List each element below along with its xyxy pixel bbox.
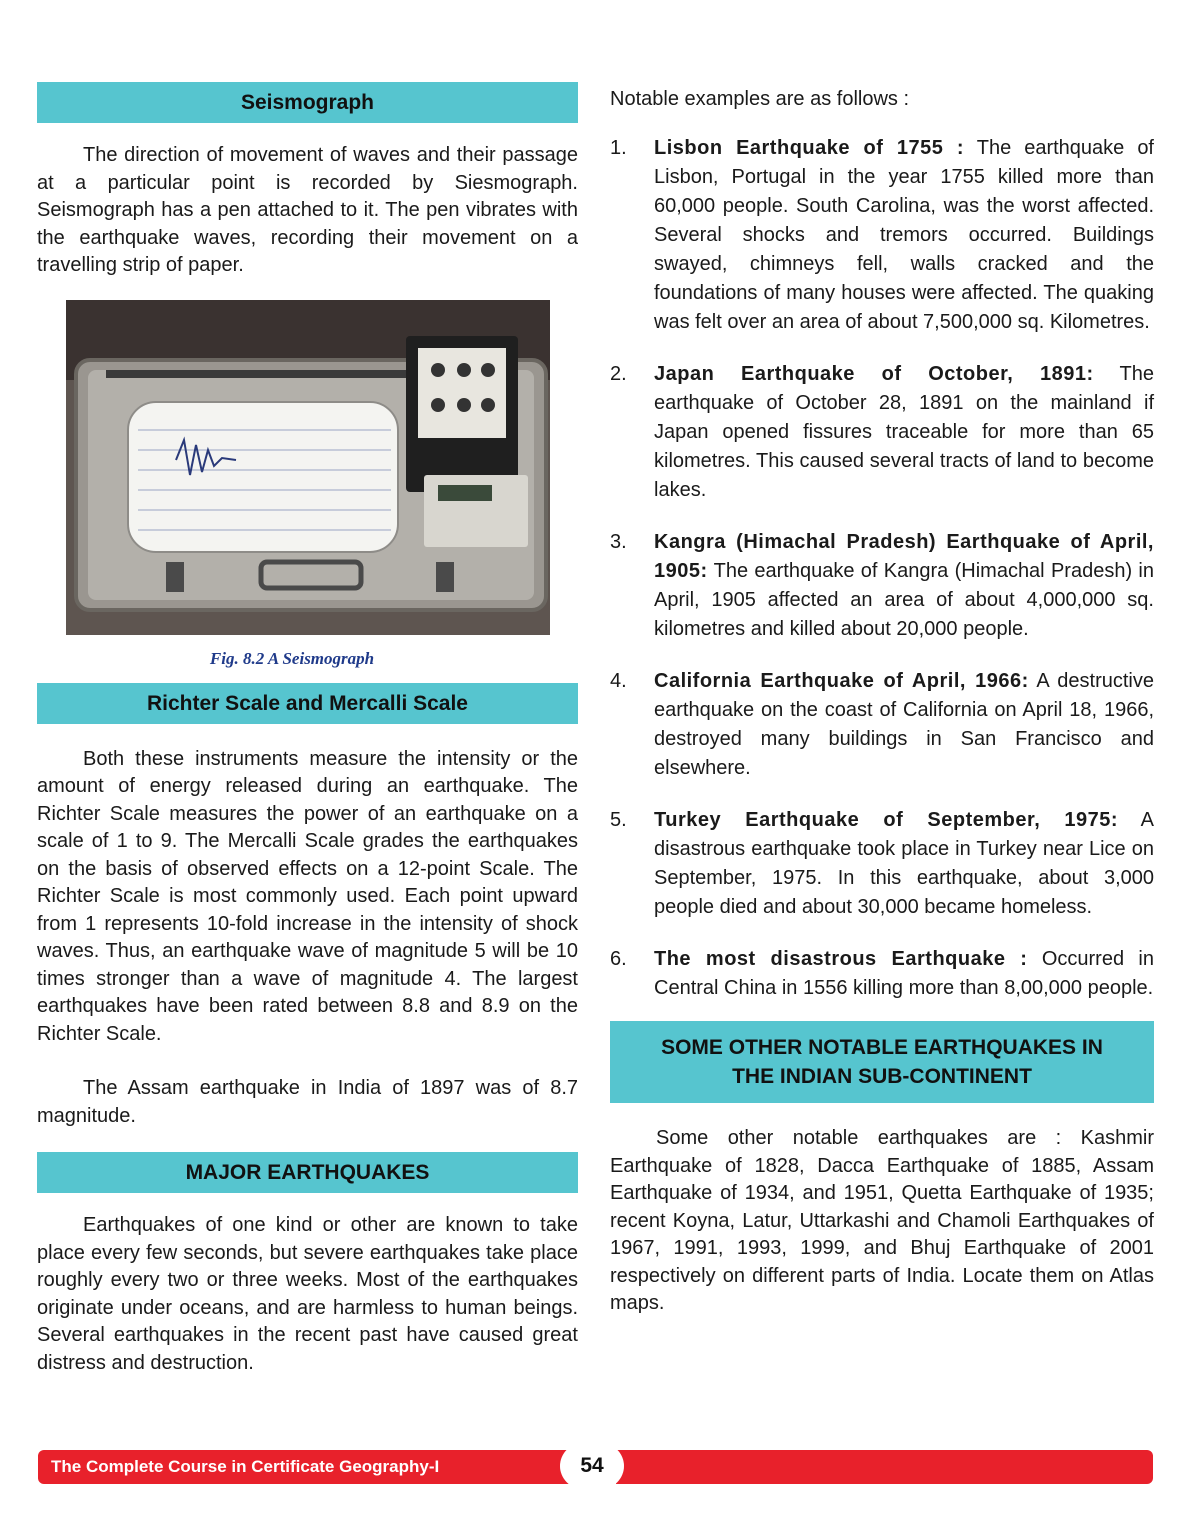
example-title: California Earthquake of April, 1966:	[654, 670, 1029, 692]
section-heading-other: SOME OTHER NOTABLE EARTHQUAKES IN THE INDIAN SUB-CONTINENT	[610, 1021, 1154, 1103]
example-title: The most disastrous Earthquake :	[654, 948, 1028, 970]
example-number: 3.	[610, 531, 627, 553]
example-item	[610, 667, 1154, 783]
example-text: Occurred in Central China in 1556 killing more than 8,00,000 people.	[654, 948, 1154, 999]
section-heading-major: MAJOR EARTHQUAKES	[37, 1152, 578, 1193]
footer-book-title: The Complete Course in Certificate Geography-I	[38, 1450, 577, 1484]
major-paragraph: Earthquakes of one kind or other are known to take place every few seconds, but severe earthquakes take place roughly every two or three weeks. Most of the earthquakes originate under oceans, and are harmless to human beings. Several earthquakes in the recent past have caused great distress and destruction.	[37, 1214, 578, 1374]
seismograph-illustration	[66, 300, 550, 635]
example-number: 4.	[610, 670, 627, 692]
example-text: The earthquake of Kangra (Himachal Pradesh) in April, 1905 affected an area of about 4,000,000 sq. kilometres and killed about 20,000 people.	[654, 560, 1154, 640]
example-title: Japan Earthquake of October, 1891:	[654, 363, 1094, 385]
example-item	[610, 528, 1154, 644]
section-heading-seismograph: Seismograph	[37, 82, 578, 123]
seismograph-photo	[66, 300, 550, 635]
page-footer	[38, 1450, 1153, 1484]
example-number: 5.	[610, 809, 627, 831]
example-text: The earthquake of October 28, 1891 on the mainland if Japan opened fissures traceable for more than 65 kilometres. This caused several tracts of land to become lakes.	[654, 363, 1154, 501]
example-text: The earthquake of Lisbon, Portugal in the year 1755 killed more than 60,000 people. South Carolina, was the worst affected. Several shocks and tremors occurred. Buildings swayed, chimneys fell, walls cracked and the foundations of many houses were affected. The quaking was felt over an area of about 7,500,000 sq. Kilometres.	[654, 137, 1154, 333]
left-column	[37, 82, 578, 1377]
example-item	[610, 134, 1154, 337]
other-paragraph: Some other notable earthquakes are : Kashmir Earthquake of 1828, Dacca Earthquake of 1885, Assam Earthquake of 1934, and 1951, Quetta Earthquake of 1935; recent Koyna, Latur, Uttarkashi and Chamoli Earthquakes of 1967, 1991, 1993, 1999, and Bhuj Earthquake of 2001 respectively on different parts of India. Locate them on Atlas maps.	[610, 1127, 1154, 1314]
example-item	[610, 806, 1154, 922]
example-item	[610, 945, 1154, 1003]
example-item	[610, 360, 1154, 505]
figure	[37, 300, 578, 669]
example-title: Kangra (Himachal Pradesh) Earthquake of April, 1905:	[654, 531, 1154, 582]
example-title: Lisbon Earthquake of 1755 :	[654, 137, 965, 159]
examples-intro: Notable examples are as follows :	[610, 88, 910, 110]
page-number: 54	[560, 1443, 624, 1489]
example-number: 2.	[610, 363, 627, 385]
example-text: A destructive earthquake on the coast of California on April 18, 1966, destroyed many buildings in San Francisco and elsewhere.	[654, 670, 1154, 779]
example-title: Turkey Earthquake of September, 1975:	[654, 809, 1119, 831]
richter-paragraph-1: Both these instruments measure the intensity or the amount of energy released during an earthquake. The Richter Scale measures the power of an earthquake on a scale of 1 to 9. The Mercalli Scale grades the earthquakes on the basis of observed effects on a 12-point Scale. The Richter Scale is most commonly used. Each point upward from 1 represents 10-fold increase in the intensity of shock waves. Thus, an earthquake wave of magnitude 5 will be 10 times stronger than a wave of magnitude 4. The largest earthquakes have been rated between 8.8 and 8.9 on the Richter Scale.	[37, 747, 578, 1045]
example-text: A disastrous earthquake took place in Turkey near Lice on September, 1975. In this earthquake, about 3,000 people died and about 30,000 became homeless.	[654, 809, 1155, 918]
richter-paragraph-2: The Assam earthquake in India of 1897 was of 8.7 magnitude.	[37, 1077, 578, 1127]
seismograph-paragraph: The direction of movement of waves and their passage at a particular point is recorded by Siesmograph. Seismograph has a pen attached to it. The pen vibrates with the earthquake waves, recording their movement on a travelling strip of paper.	[37, 144, 578, 276]
example-number: 1.	[610, 137, 627, 159]
example-number: 6.	[610, 948, 627, 970]
figure-caption: Fig. 8.2 A Seismograph	[209, 648, 375, 668]
section-heading-richter: Richter Scale and Mercalli Scale	[37, 683, 578, 724]
footer-bar	[616, 1450, 1153, 1484]
right-column	[610, 82, 1154, 1318]
